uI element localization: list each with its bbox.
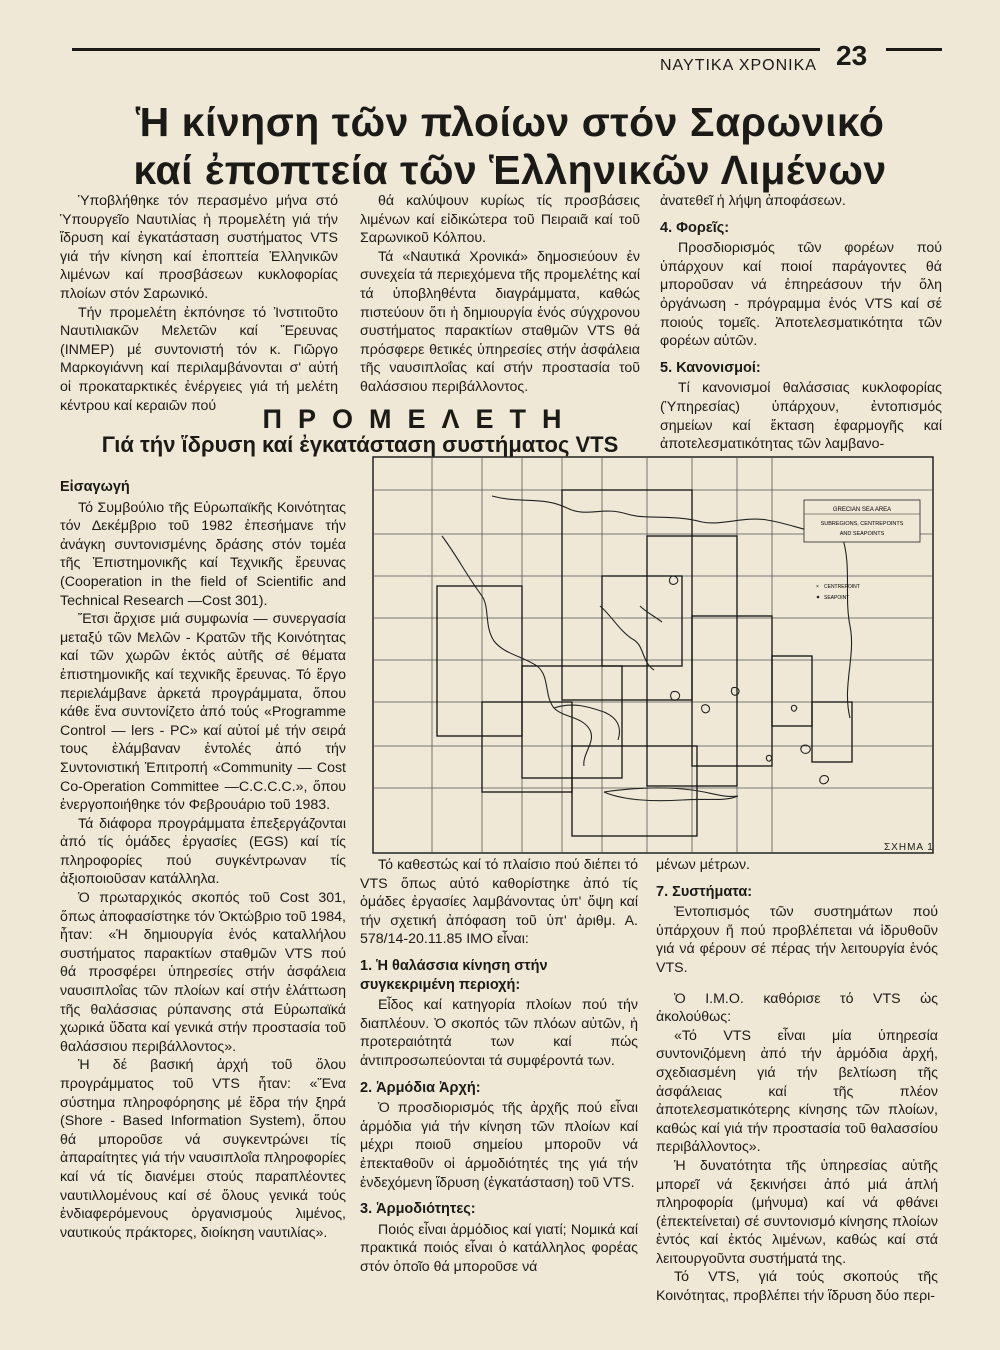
map-legend xyxy=(804,500,920,601)
section-heading: 3. Ἁρμοδιότητες: xyxy=(360,1201,476,1218)
map-subregions xyxy=(437,490,852,836)
paragraph: θά καλύψουν κυρίως τίς προσβάσεις λιμένων καί εἰδικώτερα τοῦ Πειραιᾶ καί τοῦ Σαρωνικοῦ Κόλπου. xyxy=(360,193,640,247)
paragraph: Ἡ δέ βασική ἀρχή τοῦ ὅλου προγράμματος τοῦ VTS ἦταν: «Ἕνα σύστημα πληροφόρησης μέ ἕδρα τήν ξηρά (Shore - Based Information System), ὅπου θά μποροῦσε νά συγκεντρώνει τίς ἀπαραίτητες γιά τήν ναυσιπλοΐα πληροφορίες καί νά τίς διανέμει στούς παραπλέοντες ναυτιλλομένους καί σέ ὅλους γενικά τούς ἐνδιαφερόμενους ὀργανισμούς λιμένος, ναυτικούς πράκτορες, διοίκηση ναυτιλίας». xyxy=(60,1057,346,1241)
paragraph: μένων μέτρων. xyxy=(656,857,750,873)
paragraph: Ἡ δυνατότητα τῆς ὑπηρεσίας αὐτῆς μπορεῖ νά ξεκινήσει ἀπό μιά ἁπλή πληροφορία (μήνυμα) καί νά φθάνει (ἐπεκτείνεται) σέ συντονισμό κίνησης πλοίων ἐντός καί ἐκτός λιμένων, καθώς καί στά λειτουργοῦντα συστήματά της. xyxy=(656,1157,938,1267)
paragraph: Ὑποβλήθηκε τόν περασμένο μήνα στό Ὑπουργεῖο Ναυτιλίας ἡ προμελέτη γιά τήν ἵδρυση καί ἐγκατάσταση συστήματος VTS γιά τήν κίνηση καί ἐποπτεία Ἑλληνικῶν λιμένων καί προσβάσεων κυκλοφορίας πλοίων στόν Σαρωνικό. xyxy=(60,193,338,302)
section-heading: 1. Ἡ θαλάσσια κίνηση στήν συγκεκριμένη περιοχή: xyxy=(360,957,548,993)
legend-subtitle-2: AND SEAPOINTS xyxy=(839,531,885,537)
page-number: 23 xyxy=(836,40,868,71)
legend-seapoint: SEAPOINT xyxy=(824,595,850,601)
paragraph: Τήν προμελέτη ἐκπόνησε τό Ἰνστιτοῦτο Ναυτιλιακῶν Μελετῶν καί Ἔρευνας (INMEP) μέ συντονιστή τόν κ. Γιῶργο Μαρκογιάννη καί περιλαμβάνονται σ' αὐτή οἱ προκαταρκτικές ἐνέργειες γιά τή μελέτη κέντρου καί κεραιῶν πού xyxy=(60,304,338,414)
body-column-2 xyxy=(360,856,638,1276)
paragraph: Προσδιορισμός τῶν φορέων πού ὑπάρχουν καί ποιοί παράγοντες θά μποροῦσαν νά ἐπηρεάσουν τήν ὅλη ὀργάνωση - πρόγραμμα ἑνός VTS καί σέ ποιούς τομεῖς. Ἀποτελεσματικότητα τῶν φορέων αὐτῶν. xyxy=(660,240,942,350)
paragraph: «Τό VTS εἶναι μία ὑπηρεσία συντονιζόμενη ἀπό τήν ἁρμόδια ἀρχή, σχεδιασμένη γιά τήν βελτίωση τῆς ἀσφάλειας καί τῆς πλέον ἀποτελεσματικότερης κίνησης τῶν πλοίων, καθώς καί γιά τήν προστασία τοῦ θαλασσίου περιβάλλοντος». xyxy=(656,1027,938,1156)
section-heading: Εἰσαγωγή xyxy=(60,479,130,495)
paragraph: Τό καθεστώς καί τό πλαίσιο πού διέπει τό VTS ὅπως αὐτό καθορίστηκε ἀπό τίς ὁμάδες ἐργασίες λαμβάνοντας ὑπ' ὄψη καί τήν σχετική ἀπόφαση τοῦ ὑπ' ἀριθμ. Α. 578/14-20.11.85 IMO εἶναι: xyxy=(360,857,638,948)
paragraph: Τά «Ναυτικά Χρονικά» δημοσιεύουν ἐν συνεχεία τά περιεχόμενα τῆς προμελέτης καί τά ὑποβληθέντα διαγράμματα, καθώς πιστεύουν ὅτι ἡ δημιουργία ἑνός σύγχρονου συστήματος παρακτίων σταθμῶν VTS θά πρόσφερε θετικές ὑπηρεσίες στήν ἀσφάλεια τῆς ναυσιπλοΐας καί στήν προστασία τοῦ θαλάσσιου περιβάλλοντος. xyxy=(360,248,640,395)
paragraph: Ἔτσι ἄρχισε μιά συμφωνία — συνεργασία μεταξύ τῶν Μελῶν - Κρατῶν τῆς Κοινότητας καί τῶν χωρῶν ἐκτός αὐτῆς σέ θέματα ἐπιστημονικῆς καί τεχνικῆς ἔρευνας. Τό ἔργο περιελάμβανε ἀρκετά προγράμματα, ὅπου κάθε ἕνα συντονίζετο ἀπό τούς «Programme Control — lers - PC» καί αὐτοί μέ τήν σειρά τους ἐλάμβαναν ἐντολές ἀπό τήν Συντονιστική Ἐπιτροπή «Community — Cost Co-Operation Committee —C.C.C.C.», ὅπου ἐνεργοποιήθηκε τόν Φεβρουάριο τοῦ 1983. xyxy=(60,611,346,814)
section-heading: 2. Ἁρμόδια Ἀρχή: xyxy=(360,1079,481,1096)
legend-subtitle-1: SUBREGIONS, CENTREPOINTS xyxy=(820,521,904,527)
legend-title: GRECIAN SEA AREA xyxy=(832,507,892,513)
header-rule-right xyxy=(886,48,942,51)
legend-centrepoint: CENTREPOINT xyxy=(824,584,860,590)
paragraph: Ὁ πρωταρχικός σκοπός τοῦ Cost 301, ὅπως ἀποφασίστηκε τόν Ὀκτώβριο τοῦ 1984, ἦταν: «Ἡ δημιουργία ἑνός καταλλήλου συστήματος παρακτίων σταθμῶν VTS πού θά προσφέρει ὑπηρεσίες στήν ἀσφάλεια ναυσιπλοΐας τῶν πλοίων καί στήν ἐλάττωση τῆς θαλάσσιας ρύπανσης στά Εὐρωπαϊκά χωρικά ὕδατα καί γενικά στήν προστασία τοῦ θαλάσσιου περιβάλλοντος». xyxy=(60,890,346,1055)
paragraph: Ποιός εἶναι ἁρμόδιος καί γιατί; Νομικά καί πρακτικά ποιός εἶναι ὁ κατάλληλος φορέας στόν ὁποῖο θά μποροῦσε νά xyxy=(360,1221,638,1275)
study-heading: ΠΡΟΜΕΛΕΤΗ xyxy=(262,404,578,434)
study-subheading: Γιά τήν ἵδρυση καί ἐγκατάσταση συστήματος VTS xyxy=(101,432,619,457)
svg-text:×: × xyxy=(816,584,819,590)
paragraph: Τό Συμβούλιο τῆς Εὐρωπαϊκῆς Κοινότητας τόν Δεκέμβριο τοῦ 1982 ἐπεσήμανε τήν ἀνάγκη συντονισμένης δράσης στόν τομέα τῆς Ἐπιστημονικῆς καί Τεχνικῆς ἔρευνας (Cooperation in the field of Scientific and Technical Research —Cost 301). xyxy=(60,499,346,609)
paragraph: Τί κανονισμοί θαλάσσιας κυκλοφορίας (Ὑπηρεσίας) ὑπάρχουν, ἐντοπισμός σημείων καί ἔκταση ἐφαρμογῆς καί ἀποτελεσματικότητας τῶν λαμβανο- xyxy=(660,380,942,453)
paragraph: Τό VTS, γιά τούς σκοπούς τῆς Κοινότητας, προβλέπει τήν ἵδρυση δύο περι- xyxy=(656,1269,938,1305)
section-heading: 5. Κανονισμοί: xyxy=(660,359,761,376)
spacer xyxy=(656,978,938,990)
paragraph: ἀνατεθεῖ ἡ λήψη ἀποφάσεων. xyxy=(660,193,846,209)
intro-column-2 xyxy=(360,192,640,397)
paragraph: Τά διάφορα προγράμματα ἐπεξεργάζονται ἀπό τίς ὁμάδες ἐργασίες (EGS) καί τίς πληροφορίες πού συγκέντρωναν τίς ἀξιοποιοῦσαν κατάλληλα. xyxy=(60,815,346,888)
publication-name: ΝΑΥΤΙΚΑ ΧΡΟΝΙΚΑ xyxy=(660,57,817,74)
paragraph: Ἐντοπισμός τῶν συστημάτων πού ὑπάρχουν ἤ πού προβλέπεται νά ἱδρυθοῦν γιά νά φέρουν σέ πέρας τήν λειτουργία ἑνός VTS. xyxy=(656,904,938,976)
article-title-line-2: καί ἐποπτεία τῶν Ἑλληνικῶν Λιμένων xyxy=(133,147,887,193)
article-title-line-1: Ἡ κίνηση τῶν πλοίων στόν Σαρωνικό xyxy=(135,99,885,145)
paragraph: Εἶδος καί κατηγορία πλοίων πού τήν διαπλέουν. Ὁ σκοπός τῶν πλόων αὐτῶν, ἡ προτεραιότητά των καί πώς ἀντιπροσωπεύονται τά συμφέροντά των. xyxy=(360,997,638,1069)
header-rule-left xyxy=(72,48,820,51)
section-heading: 4. Φορεῖς: xyxy=(660,219,730,236)
grecian-sea-area-map xyxy=(372,456,934,854)
body-column-1 xyxy=(60,470,346,1242)
body-column-3 xyxy=(656,856,938,1306)
paragraph: Ὁ Ι.Μ.Ο. καθόρισε τό VTS ὡς ἀκολούθως: xyxy=(656,990,938,1026)
paragraph: Ὁ προσδιορισμός τῆς ἀρχῆς πού εἶναι ἁρμόδια γιά τήν κίνηση τῶν πλοίων καί μέχρι ποιοῦ σημείου μποροῦν νά ἐπεκταθοῦν οἱ ἁρμοδιότητές της γιά τήν ἐνδεχόμενη ἵδρυση (ἐγκατάσταση) τοῦ VTS. xyxy=(360,1100,638,1191)
figure-caption: ΣΧΗΜΑ 1 xyxy=(884,842,934,853)
intro-column-1 xyxy=(60,192,338,415)
right-column-top xyxy=(660,192,942,454)
section-heading: 7. Συστήματα: xyxy=(656,883,753,900)
